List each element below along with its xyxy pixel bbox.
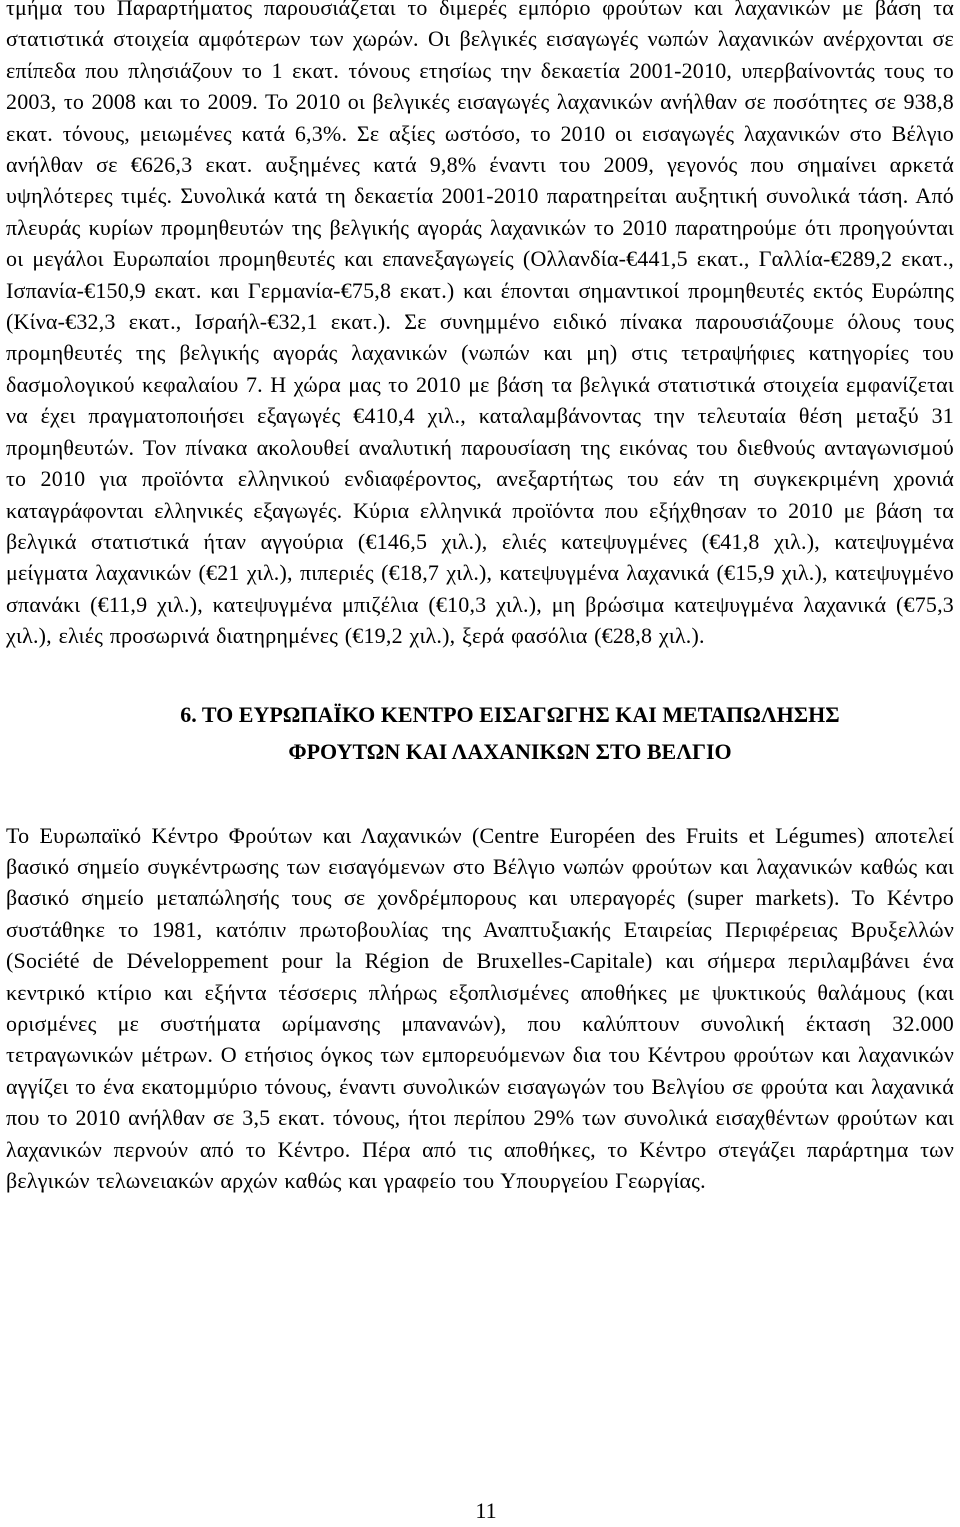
- body-paragraph-vegetable-imports: τμήμα του Παραρτήματος παρουσιάζεται το διμερές εμπόριο φρούτων και λαχανικών με βάση τα στατιστικά στοιχεία αμφότερων των χωρών. Οι βελγικές εισαγωγές νωπών λαχανικών ανέρχονται σε επίπεδα που πλησιάζουν το 1 εκατ. τόνους ετησίως την δεκαετία 2001-2010, υπερβαίνοντάς τους το 2003, το 2008 και το 2009. Το 2010 οι βελγικές εισαγωγές λαχανικών ανήλθαν σε ποσότητες σε 938,8 εκατ. τόνους, μειωμένες κατά 6,3%. Σε αξίες ωστόσο, το 2010 οι εισαγωγές λαχανικών στο Βέλγιο ανήλθαν σε €626,3 εκατ. αυξημένες κατά 9,8% έναντι του 2009, γεγονός που σημαίνει αρκετά υψηλότερες τιμές. Συνολικά κατά τη δεκαετία 2001-2010 παρατηρείται αυξητική συνολικά τάση. Από πλευράς κυρίων προμηθευτών της βελγικής αγοράς λαχανικών το 2010 παρατηρούμε ότι προηγούνται οι μεγάλοι Ευρωπαίοι προμηθευτές και επανεξαγωγείς (Ολλανδία-€441,5 εκατ., Γαλλία-€289,2 εκατ., Ισπανία-€150,9 εκατ. και Γερμανία-€75,8 εκατ.) και έπονται σημαντικοί προμηθευτές εκτός Ευρώπης (Κίνα-€32,3 εκατ., Ισραήλ-€32,1 εκατ.). Σε συνημμένο ειδικό πίνακα παρουσιάζουμε όλους τους προμηθευτές της βελγικής αγοράς λαχανικών (νωπών και μη) στις τετραψήφιες κατηγορίες του δασμολογικού κεφαλαίου 7. Η χώρα μας το 2010 με βάση τα βελγικά στατιστικά στοιχεία εμφανίζεται να έχει πραγματοποιήσει εξαγωγές €410,4 χιλ., καταλαμβάνοντας την τελευταία θέση μεταξύ 31 προμηθευτών. Τον πίνακα ακολουθεί αναλυτική παρουσίαση της εικόνας του διεθνούς ανταγωνισμού το 2010 για προϊόντα ελληνικού ενδιαφέροντος, ανεξαρτήτως του εάν τη συγκεκριμένη χρονιά καταγράφονται ελληνικές εξαγωγές. Κύρια ελληνικά προϊόντα που εξήχθησαν το 2010 με βάση τα βελγικά στατιστικά ήταν αγγούρια (€146,5 χιλ.), ελιές κατεψυγμένες (€41,8 χιλ.), κατεψυγμένα μείγματα λαχανικών (€21 χιλ.), πιπεριές (€18,7 χιλ.), κατεψυγμένα λαχανικά (€15,9 χιλ.), κατεψυγμένο σπανάκι (€11,9 χιλ.), κατεψυγμένα μπιζέλια (€10,3 χιλ.), μη βρώσιμα κατεψυγμένα λαχανικά (€75,3 χιλ.), ελιές προσωρινά διατηρημένες (€19,2 χιλ.), ξερά φασόλια (€28,8 χιλ.).: [6, 0, 954, 649]
- body-paragraph-european-centre: Το Ευρωπαϊκό Κέντρο Φρούτων και Λαχανικών (Centre Européen des Fruits et Légumes) αποτελεί βασικό σημείο συγκέντρωσης των εισαγόμενων στο Βέλγιο νωπών φρούτων και λαχανικών καθώς και βασικό σημείο μεταπώλησής τους σε χονδρέμπορους και υπεραγορές (super markets). Το Κέντρο συστάθηκε το 1981, κατόπιν πρωτοβουλίας της Αναπτυξιακής Εταιρείας Περιφέρειας Βρυξελλών (Société de Développement pour la Région de Bruxelles-Capitale) και σήμερα περιλαμβάνει ένα κεντρικό κτίριο και εξήντα τέσσερις πλήρως εξοπλισμένες αποθήκες με ψυκτικούς θαλάμους (και ορισμένες με συστήματα ωρίμανσης μπανανών), που καλύπτουν συνολική έκταση 32.000 τετραγωνικών μέτρων. Ο ετήσιος όγκος των εμπορευόμενων δια του Κέντρου φρούτων και λαχανικών αγγίζει το ένα εκατομμύριο τόνους, έναντι συνολικών εισαγωγών του Βελγίου σε φρούτα και λαχανικά που το 2010 ανήλθαν σε 3,5 εκατ. τόνους, ήτοι περίπου 29% των συνολικά εισαχθέντων φρούτων και λαχανικών περνούν από το Κέντρο. Πέρα από τις αποθήκες, το Κέντρο στεγάζει παράρτημα των βελγικών τελωνειακών αρχών καθώς και γραφείο του Υπουργείου Γεωργίας.: [6, 822, 954, 1193]
- document-page: [6, 0, 954, 1527]
- section-heading-line-2: ΦΡΟΥΤΩΝ ΚΑΙ ΛΑΧΑΝΙΚΩΝ ΣΤΟ ΒΕΛΓΙΟ: [288, 738, 732, 764]
- page-number: 11: [475, 1498, 497, 1523]
- section-heading-line-1: 6. ΤΟ ΕΥΡΩΠΑΪΚΟ ΚΕΝΤΡΟ ΕΙΣΑΓΩΓΗΣ ΚΑΙ ΜΕΤΑΠΩΛΗΣΗΣ: [180, 701, 840, 727]
- section-heading: [6, 696, 954, 770]
